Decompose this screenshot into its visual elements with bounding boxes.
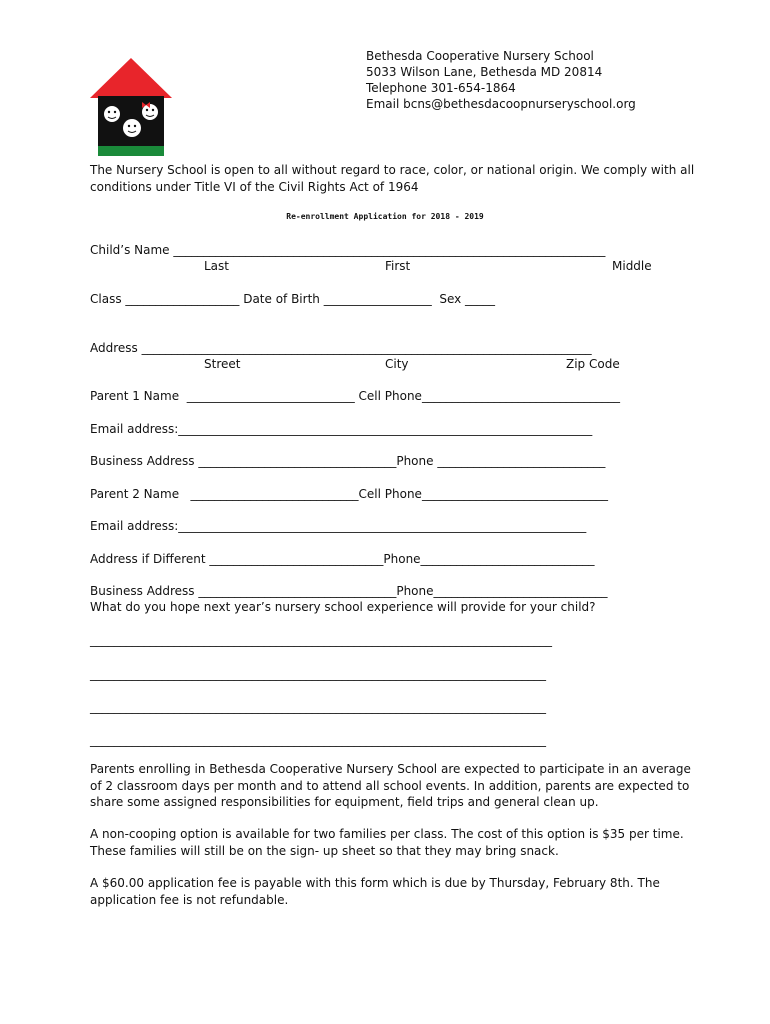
parent2-business-field[interactable]: Business Address _________________________________Phone_____________________________	[90, 584, 608, 598]
logo-face-center	[123, 119, 141, 137]
parent1-name-field[interactable]: Parent 1 Name ____________________________ Cell Phone_________________________________	[90, 389, 620, 403]
school-name: Bethesda Cooperative Nursery School	[366, 49, 594, 63]
experience-question: What do you hope next year’s nursery school experience will provide for your child?	[90, 600, 596, 614]
address-field[interactable]: Address ___________________________________________________________________________	[90, 341, 592, 355]
class-dob-sex-field[interactable]: Class ___________________ Date of Birth __________________ Sex _____	[90, 292, 496, 306]
logo-base	[98, 146, 164, 156]
parent1-business-field[interactable]: Business Address _________________________________Phone ____________________________	[90, 454, 606, 468]
answer-line[interactable]: ____________________________________________________________________________	[90, 733, 546, 747]
address-street-label: Street	[204, 357, 241, 371]
address-city-label: City	[385, 357, 409, 371]
answer-line[interactable]: _____________________________________________________________________________	[90, 633, 552, 647]
child-name-last-label: Last	[204, 259, 229, 273]
address-if-different-field[interactable]: Address if Different _____________________________Phone_____________________________	[90, 552, 595, 566]
parent1-email-field[interactable]: Email address:_____________________________________________________________________	[90, 422, 593, 436]
parent2-email-field[interactable]: Email address:____________________________________________________________________	[90, 519, 587, 533]
school-address: 5033 Wilson Lane, Bethesda MD 20814	[366, 65, 603, 79]
address-zip-label: Zip Code	[566, 357, 620, 371]
logo-face-left	[104, 106, 120, 122]
child-name-field[interactable]: Child’s Name ________________________________________________________________________	[90, 243, 606, 257]
parent2-name-field[interactable]: Parent 2 Name ____________________________Cell Phone_______________________________	[90, 487, 608, 501]
non-cooping-paragraph: A non-cooping option is available for two families per class. The cost of this option is $35 per time. These families will still be on the sign- up sheet so that they may bring snack.	[90, 827, 684, 858]
school-telephone: Telephone 301-654-1864	[366, 81, 516, 95]
child-name-first-label: First	[385, 259, 411, 273]
school-email: Email bcns@bethesdacoopnurseryschool.org	[366, 97, 636, 111]
logo-roof	[90, 58, 172, 98]
child-name-middle-label: Middle	[612, 259, 652, 273]
answer-line[interactable]: ____________________________________________________________________________	[90, 700, 546, 714]
application-fee-paragraph: A $60.00 application fee is payable with this form which is due by Thursday, February 8th. The application fee is not refundable.	[90, 876, 660, 907]
form-title: Re-enrollment Application for 2018 - 2019	[286, 212, 484, 221]
school-logo-icon	[90, 58, 172, 158]
non-discrimination-statement: The Nursery School is open to all without regard to race, color, or national origin. We comply with all conditions under Title VI of the Civil Rights Act of 1964	[90, 163, 695, 194]
answer-line[interactable]: ____________________________________________________________________________	[90, 667, 546, 681]
participation-paragraph: Parents enrolling in Bethesda Cooperative Nursery School are expected to participate in an average of 2 classroom days per month and to attend all school events. In addition, parents are expected to share some assigned responsibilities for equipment, field trips and general clean up.	[90, 762, 691, 809]
